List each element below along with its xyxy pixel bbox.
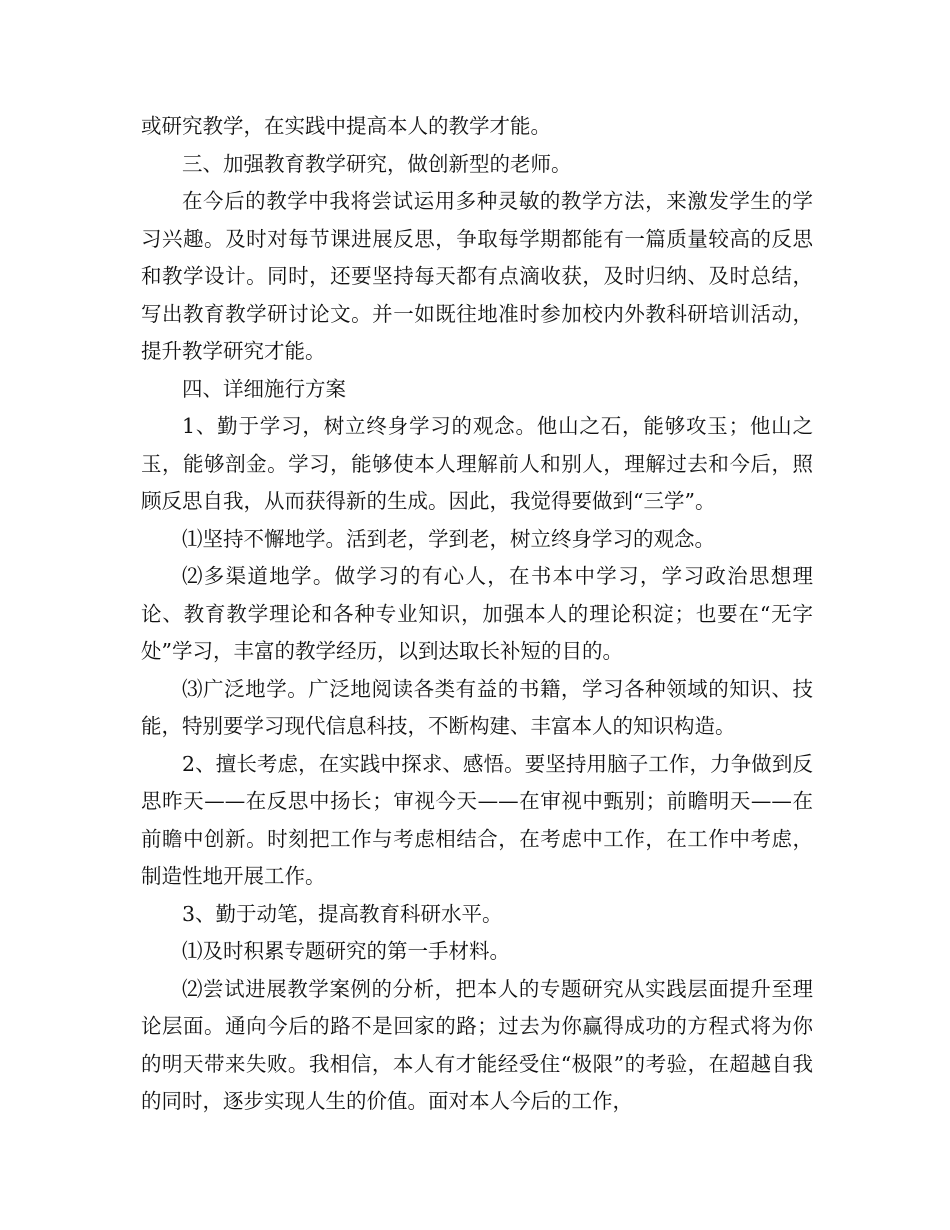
paragraph-research: 在今后的教学中我将尝试运用多种灵敏的教学方法，来激发学生的学习兴趣。及时对每节课进展反思，争取每学期都能有一篇质量较高的反思和教学设计。同时，还要坚持每天都有点滴收获，及时归纳、及时总结，写出教育教学研讨论文。并一如既往地准时参加校内外教科研培训活动，提升教学研究才能。 [141, 189, 813, 363]
paragraph-item-3: 3、勤于动笔，提高教育科研水平。 [182, 901, 503, 926]
paragraph-subitem-1-3: ⑶广泛地学。广泛地阅读各类有益的书籍，学习各种领域的知识、技能，特别要学习现代信息科技，不断构建、丰富本人的知识构造。 [141, 676, 813, 738]
paragraph-item-1: 1、勤于学习，树立终身学习的观念。他山之石，能够攻玉；他山之玉，能够剖金。学习，能够使本人理解前人和别人，理解过去和今后，照顾反思自我，从而获得新的生成。因此，我觉得要做到“三学”。 [141, 414, 813, 513]
section-heading-3: 三、加强教育教学研究，做创新型的老师。 [182, 151, 572, 176]
document-body [141, 108, 813, 1121]
paragraph-item-2: 2、擅长考虑，在实践中探求、感悟。要坚持用脑子工作，力争做到反思昨天——在反思中扬长；审视今天——在审视中甄别；前瞻明天——在前瞻中创新。时刻把工作与考虑相结合，在考虑中工作，在工作中考虑，制造性地开展工作。 [141, 751, 813, 888]
section-heading-4: 四、详细施行方案 [182, 376, 346, 401]
paragraph-subitem-3-1: ⑴及时积累专题研究的第一手材料。 [182, 939, 510, 963]
paragraph-continuation: 或研究教学，在实践中提高本人的教学才能。 [141, 114, 551, 138]
paragraph-subitem-3-2: ⑵尝试进展教学案例的分析，把本人的专题研究从实践层面提升至理论层面。通向今后的路不是回家的路；过去为你赢得成功的方程式将为你的明天带来失败。我相信，本人有才能经受住“极限”的考验，在超越自我的同时，逐步实现人生的价值。面对本人今后的工作， [141, 976, 813, 1113]
paragraph-subitem-1-1: ⑴坚持不懈地学。活到老，学到老，树立终身学习的观念。 [182, 526, 715, 551]
paragraph-subitem-1-2: ⑵多渠道地学。做学习的有心人，在书本中学习，学习政治思想理论、教育教学理论和各种专业知识，加强本人的理论积淀；也要在“无字处”学习，丰富的教学经历，以到达取长补短的目的。 [141, 564, 813, 663]
